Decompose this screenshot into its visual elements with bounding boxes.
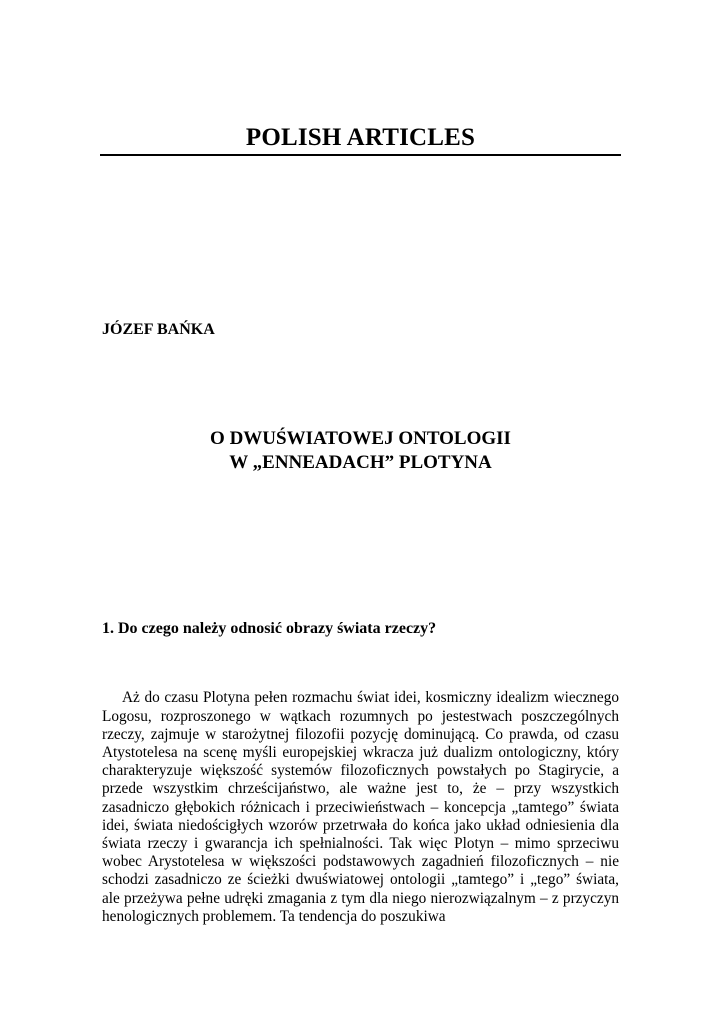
article-title-line-1: O DWUŚWIATOWEJ ONTOLOGII (210, 428, 511, 449)
author-name: JÓZEF BAŃKA (102, 321, 215, 338)
header-rule (100, 154, 621, 156)
article-title-line-2: W „ENNEADACH” PLOTYNA (229, 452, 492, 473)
body-paragraph: Aż do czasu Plotyna pełen rozmachu świat idei, kosmiczny idealizm wiecznego Logosu, rozproszonego w wątkach rozumnych po jestestwach poszczególnych rzeczy, zajmuje w starożytnej filozofii pozycję dominującą. Co prawda, od czasu Atystotelesa na scenę myśli europejskiej wkracza już dualizm ontologiczny, który charakteryzuje większość systemów filozoficznych powstałych po Stagirycie, a przede wszystkim chrześcijaństwo, ale ważne jest to, że – przy wszystkich zasadniczo głębokich różnicach i przeciwieństwach – koncepcja „tamtego” świata idei, świata niedościgłych wzorów przetrwała do końca jako układ odniesienia dla świata rzeczy i gwarancja ich spełnialności. Tak więc Plotyn – mimo sprzeciwu wobec Arystotelesa w większości podstawowych zagadnień filozoficznych – nie schodzi zasadniczo ze ścieżki dwuświatowej ontologii „tamtego” i „tego” świata, ale przeżywa pełne udręki zmagania z tym dla niego nierozwiązalnym – z przyczyn henologicznych problemem. Ta tendencja do poszukiwa (102, 689, 619, 925)
article-title (100, 427, 621, 475)
section-header-title: POLISH ARTICLES (245, 124, 476, 151)
section-heading: 1. Do czego należy odnosić obrazy świata rzeczy? (102, 620, 437, 637)
